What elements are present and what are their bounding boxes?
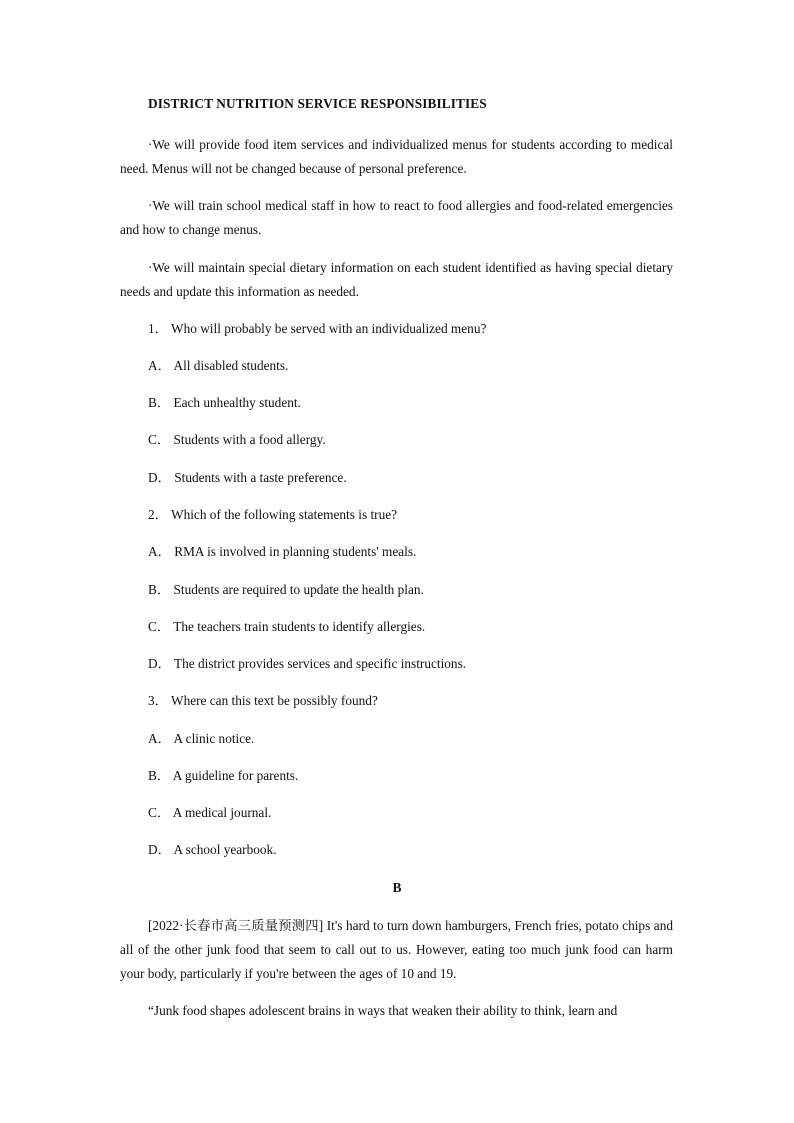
bullet-train-staff: ·We will train school medical staff in how to react to food allergies and food-related emergencies and how to change menus. bbox=[120, 198, 673, 237]
question-3-option-a: A． A clinic notice. bbox=[148, 731, 255, 746]
question-2-option-d: D． The district provides services and specific instructions. bbox=[148, 656, 467, 671]
question-3-option-d: D． A school yearbook. bbox=[148, 842, 277, 857]
question-2-option-c: C． The teachers train students to identify allergies. bbox=[148, 619, 426, 634]
question-3-option-c: C． A medical journal. bbox=[148, 805, 272, 820]
question-3-option-b: B． A guideline for parents. bbox=[148, 768, 299, 783]
section-b-paragraph-1: [2022·长春市高三质量预测四] It's hard to turn down hamburgers, French fries, potato chips and all of the other junk food that seem to call out to us. However, eating too much junk food can harm your body, particularly if you're between the ages of 10 and 19. bbox=[120, 918, 673, 981]
question-1-stem: 1． Who will probably be served with an individualized menu? bbox=[148, 321, 487, 336]
bullet-provide-services: ·We will provide food item services and individualized menus for students according to medical need. Menus will not be changed because of personal preference. bbox=[120, 137, 673, 176]
section-b-label: B bbox=[392, 880, 402, 895]
question-1-option-a: A． All disabled students. bbox=[148, 358, 289, 373]
section-heading: DISTRICT NUTRITION SERVICE RESPONSIBILITIES bbox=[148, 96, 487, 111]
question-2-stem: 2． Which of the following statements is true? bbox=[148, 507, 398, 522]
question-1-option-c: C． Students with a food allergy. bbox=[148, 432, 326, 447]
question-1-option-d: D． Students with a taste preference. bbox=[148, 470, 347, 485]
question-1-option-b: B． Each unhealthy student. bbox=[148, 395, 301, 410]
bullet-maintain-info: ·We will maintain special dietary information on each student identified as having special dietary needs and update this information as needed. bbox=[120, 260, 673, 299]
question-2-option-a: A． RMA is involved in planning students' meals. bbox=[148, 544, 417, 559]
section-b-paragraph-2: “Junk food shapes adolescent brains in ways that weaken their ability to think, learn and bbox=[148, 1003, 618, 1018]
question-3-stem: 3． Where can this text be possibly found? bbox=[148, 693, 378, 708]
question-2-option-b: B． Students are required to update the health plan. bbox=[148, 582, 424, 597]
